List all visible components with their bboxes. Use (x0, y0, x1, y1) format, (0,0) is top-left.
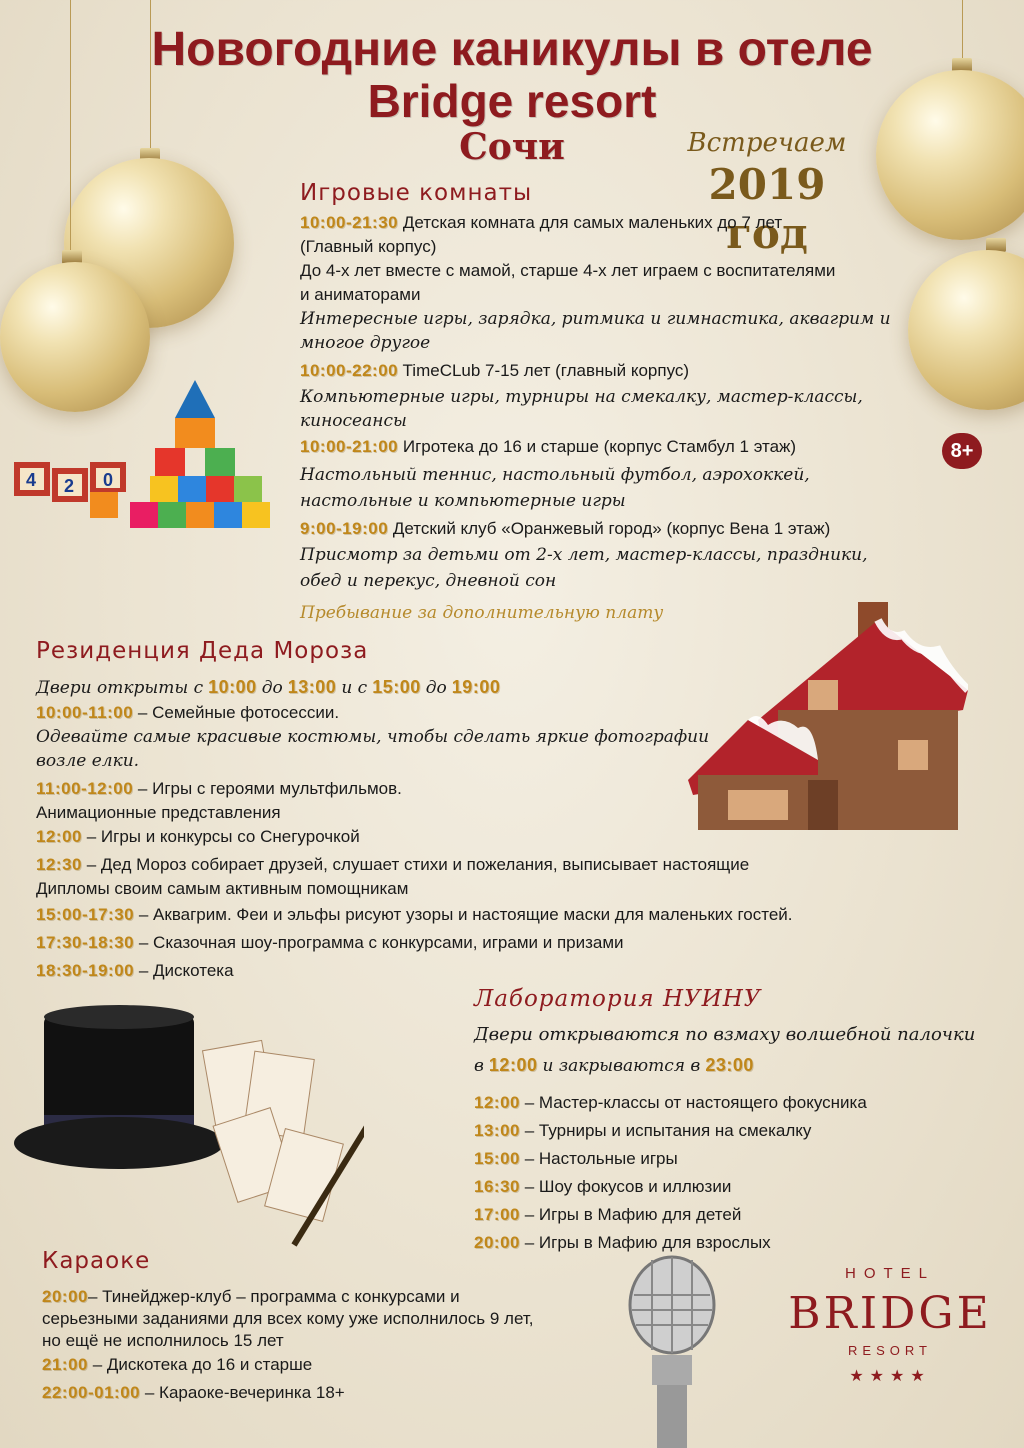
section-title-karaoke: Караоке (42, 1248, 151, 1274)
schedule-row (300, 436, 796, 458)
top-hat-cards-illustration (14, 1005, 364, 1255)
schedule-text: – Игры с героями мультфильмов. (137, 779, 402, 798)
schedule-text: – Настольные игры (524, 1149, 678, 1168)
schedule-description: Присмотр за детьми от 2-х лет, мастер-классы, праздники, (300, 545, 868, 565)
toy-blocks-illustration (10, 378, 300, 530)
schedule-row (42, 1286, 460, 1308)
extra-fee-note: Пребывание за дополнительную плату (300, 603, 664, 623)
schedule-description: киносеансы (300, 411, 407, 431)
gingerbread-house-illustration (688, 600, 968, 840)
schedule-text: TimeCLub 7-15 лет (главный корпус) (402, 361, 690, 380)
time-label: 21:00 (42, 1355, 88, 1374)
microphone-illustration (612, 1255, 732, 1448)
new-year-greeting (662, 128, 872, 258)
time-label: 10:00-11:00 (36, 703, 134, 722)
logo-resort-text: RESORT (848, 1343, 932, 1358)
schedule-row (36, 904, 793, 926)
hotel-logo (780, 1265, 1000, 1386)
schedule-description: обед и перекус, дневной сон (300, 571, 557, 591)
time-label: 12:00 (36, 827, 82, 846)
hours-text: и с (341, 678, 368, 698)
time-label: 10:00-21:30 (300, 213, 399, 232)
time-label: 20:00 (42, 1287, 88, 1306)
time-label: 9:00-19:00 (300, 519, 389, 538)
time-label: 11:00-12:00 (36, 779, 134, 798)
schedule-row (42, 1354, 312, 1376)
schedule-row (474, 1176, 731, 1198)
schedule-text: – Дед Мороз собирает друзей, слушает стихи и пожелания, выписывает настоящие (86, 855, 750, 874)
christmas-ball-ornament (908, 250, 1024, 410)
schedule-text: Дипломы своим самым активным помощникам (36, 879, 409, 898)
schedule-text: – Караоке-вечеринка 18+ (144, 1383, 345, 1402)
time-label: 16:30 (474, 1177, 520, 1196)
time-label: 12:00 (474, 1093, 520, 1112)
schedule-text: – Мастер-классы от настоящего фокусника (524, 1093, 867, 1112)
schedule-row (474, 1232, 771, 1254)
greeting-line: Встречаем (687, 128, 847, 158)
schedule-text: – Дискотека (138, 961, 234, 980)
block-digit: 0 (103, 470, 114, 490)
schedule-text: До 4-х лет вместе с мамой, старше 4-х лет играем с воспитателями (300, 261, 836, 280)
schedule-text: – Игры и конкурсы со Снегурочкой (86, 827, 360, 846)
city-title: Сочи (459, 126, 565, 168)
time-label: 10:00-21:00 (300, 437, 399, 456)
section-title-residence: Резиденция Деда Мороза (36, 638, 369, 664)
lab-description: Двери открываются по взмаху волшебной палочки (474, 1024, 976, 1045)
age-badge: 8+ (942, 433, 982, 469)
schedule-description: Одевайте самые красивые костюмы, чтобы сделать яркие фотографии (36, 727, 710, 747)
schedule-row (474, 1204, 741, 1226)
time-label: 20:00 (474, 1233, 520, 1252)
time-label: 15:00 (372, 677, 421, 697)
time-label: 23:00 (705, 1055, 754, 1075)
schedule-text: Игротека до 16 и старше (корпус Стамбул 1 этаж) (402, 437, 797, 456)
block-digit: 4 (26, 470, 37, 490)
schedule-row (474, 1092, 867, 1114)
page-title: Новогодние каникулы в отеле (151, 23, 873, 76)
hours-text: Двери открыты с (36, 678, 204, 698)
schedule-text: – Шоу фокусов и иллюзии (524, 1177, 732, 1196)
time-label: 12:00 (488, 1055, 538, 1075)
schedule-row (36, 854, 749, 876)
greeting-year: 2019 год (708, 160, 826, 258)
block-digit: 2 (64, 476, 75, 496)
time-label: 15:00-17:30 (36, 905, 135, 924)
time-label: 17:30-18:30 (36, 933, 135, 952)
schedule-text: – Тинейджер-клуб – программа с конкурсами и (87, 1287, 460, 1306)
schedule-text: Детская комната для самых маленьких до 7 лет (402, 213, 783, 232)
schedule-row (36, 778, 402, 800)
schedule-description: Настольный теннис, настольный футбол, аэрохоккей, (300, 465, 810, 485)
residence-hours (36, 676, 500, 699)
hours-text: до (261, 678, 283, 698)
schedule-row (300, 212, 782, 234)
schedule-row (474, 1120, 811, 1142)
schedule-row (300, 518, 830, 540)
lab-hours (474, 1054, 754, 1077)
schedule-text: и аниматорами (300, 285, 421, 304)
section-title-lab: Лаборатория НУИНУ (474, 986, 762, 1012)
schedule-text: Анимационные представления (36, 803, 281, 822)
schedule-text: – Аквагрим. Феи и эльфы рисуют узоры и настоящие маски для маленьких гостей. (138, 905, 793, 924)
time-label: 10:00-22:00 (300, 361, 399, 380)
schedule-text: – Турниры и испытания на смекалку (524, 1121, 812, 1140)
time-label: 15:00 (474, 1149, 520, 1168)
hours-text: и закрываются в (542, 1056, 701, 1076)
time-label: 12:30 (36, 855, 82, 874)
section-title-game-rooms: Игровые комнаты (300, 180, 533, 206)
schedule-row (474, 1148, 678, 1170)
hours-text: до (425, 678, 447, 698)
schedule-row (36, 932, 624, 954)
schedule-text: Детский клуб «Оранжевый город» (корпус Вена 1 этаж) (392, 519, 831, 538)
schedule-description: возле елки. (36, 751, 140, 771)
time-label: 13:00 (287, 677, 337, 697)
time-label: 18:30-19:00 (36, 961, 135, 980)
schedule-text: – Семейные фотосессии. (137, 703, 340, 722)
schedule-text: серьезными заданиями для всех кому уже исполнилось 9 лет, (42, 1309, 534, 1328)
time-label: 13:00 (474, 1121, 520, 1140)
schedule-row (36, 960, 234, 982)
schedule-description: многое другое (300, 333, 431, 353)
schedule-description: Компьютерные игры, турниры на смекалку, мастер-классы, (300, 387, 863, 407)
schedule-description: настольные и компьютерные игры (300, 491, 626, 511)
schedule-row (300, 360, 689, 382)
time-label: 19:00 (451, 677, 501, 697)
schedule-row (36, 702, 339, 724)
logo-hotel-text: HOTEL (844, 1265, 935, 1282)
schedule-row (42, 1382, 345, 1404)
schedule-text: (Главный корпус) (300, 237, 437, 256)
schedule-text: – Игры в Мафию для детей (524, 1205, 742, 1224)
schedule-description: Интересные игры, зарядка, ритмика и гимнастика, аквагрим и (300, 309, 891, 329)
hotel-name-title: Bridge resort (367, 75, 657, 127)
schedule-row (36, 826, 360, 848)
time-label: 17:00 (474, 1205, 520, 1224)
time-label: 10:00 (208, 677, 257, 697)
schedule-text: – Игры в Мафию для взрослых (524, 1233, 771, 1252)
logo-brand-text: BRIDGE (788, 1288, 992, 1339)
logo-stars: ★★★★ (849, 1368, 931, 1385)
hours-text: в (474, 1056, 484, 1076)
schedule-text: но ещё не исполнилось 15 лет (42, 1331, 284, 1350)
schedule-text: – Дискотека до 16 и старше (92, 1355, 313, 1374)
time-label: 22:00-01:00 (42, 1383, 141, 1402)
schedule-text: – Сказочная шоу-программа с конкурсами, играми и призами (138, 933, 624, 952)
